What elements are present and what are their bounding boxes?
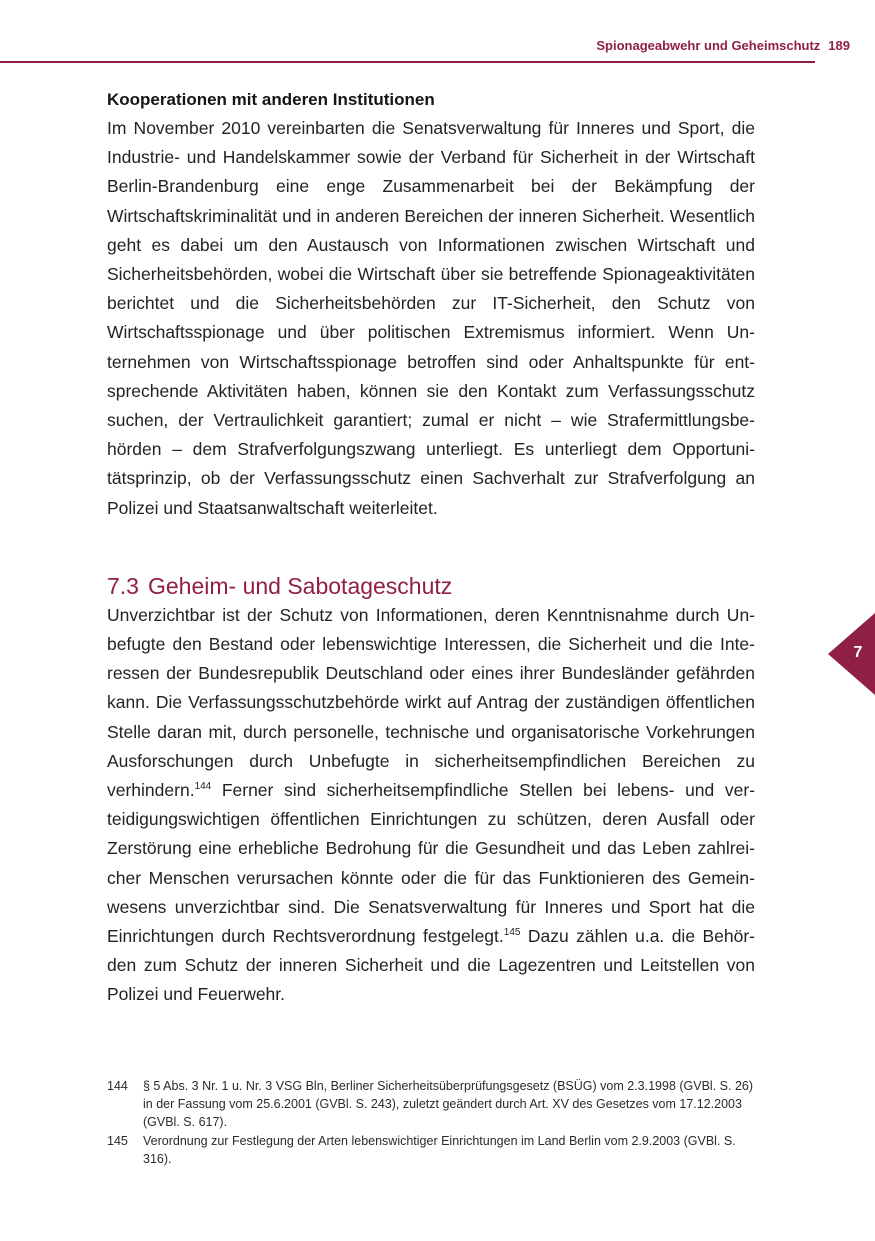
footnote-145	[107, 1132, 755, 1168]
main-content	[107, 86, 755, 1010]
page-number: 189	[828, 38, 850, 53]
chapter-tab	[828, 613, 875, 695]
geheimschutz-paragraph	[107, 601, 755, 1010]
footnote-text: Verordnung zur Festlegung der Arten lebenswichtiger Einrichtungen im Land Berlin vom 2.9.2003 (GVBl. S. 316).	[143, 1134, 736, 1166]
footnote-number: 144	[107, 1079, 128, 1093]
footnotes	[107, 1077, 755, 1169]
running-header	[596, 38, 850, 53]
chapter-tab-label: 7	[853, 644, 863, 661]
running-title: Spionageabwehr und Geheimschutz	[596, 38, 821, 53]
paragraph-text-part-3: Dazu zählen u.a. die Behörden zum Schutz der inneren Sicherheit und die Lagezentren und Leitstellen von Polizei und Feuerwehr.	[107, 926, 755, 1005]
footnote-reference-144: 144	[194, 781, 212, 793]
section-title	[107, 571, 755, 601]
header-rule	[0, 61, 815, 63]
footnote-reference-145: 145	[503, 927, 521, 939]
section-number: 7.3	[107, 572, 139, 599]
footnote-number: 145	[107, 1134, 128, 1148]
subsection-heading: Kooperationen mit anderen Institutionen	[107, 90, 435, 109]
paragraph-text-part-2: Ferner sind sicherheitsempfindliche Stellen bei lebens- und verteidigungswichtigen öffentlichen Einrichtungen zu schützen, deren Ausfall oder Zerstörung eine erhebliche Bedrohung für die Gesundheit und das Leben zahlreicher Menschen verursachen könnte oder die für das Funktionieren des Gemeinwesens unverzichtbar sind. Die Senatsverwaltung für Inneres und Sport hat die Einrichtungen durch Rechtsverordnung festgelegt.	[107, 780, 755, 947]
paragraph-text-part-1: Unverzichtbar ist der Schutz von Informationen, deren Kenntnisnahme durch Unbefugte den Bestand oder lebenswichtige Interessen, die Sicherheit und die Interessen der Bundesrepublik Deutschland oder eines ihrer Bundesländer gefährden kann. Die Verfassungsschutzbehörde wirkt auf Antrag der zuständigen öffentlichen Stelle daran mit, durch personelle, technische und organisatorische Vorkehrungen Ausforschungen durch Unbefugte in sicherheitsempfindlichen Bereichen zu verhindern.	[107, 604, 755, 801]
section-title-text: Geheim- und Sabotageschutz	[147, 572, 453, 599]
kooperationen-paragraph: Im November 2010 vereinbarten die Senatsverwaltung für Inneres und Sport, die Industrie- und Handelskammer sowie der Verband für Sicherheit in der Wirtschaft Berlin-Brandenburg eine enge Zusammenarbeit bei der Bekämpfung der Wirtschaftskriminalität und in anderen Bereichen der inneren Sicherheit. Wesentlich geht es dabei um den Austausch von Informationen zwischen Wirtschaft und Sicherheitsbehörden, wobei die Wirtschaft über sie betreffende Spionageaktivitäten berichtet und die Sicherheitsbehörden zur IT-Sicherheit, den Schutz von Wirtschaftsspionage und über politischen Extremismus informiert. Wenn Unternehmen von Wirtschaftsspionage betroffen sind oder Anhaltspunkte für entsprechende Aktivitäten haben, können sie den Kontakt zum Verfassungsschutz suchen, der Vertraulichkeit garantiert; zumal er nicht – wie Strafermittlungsbehörden – dem Strafverfolgungszwang unterliegt. Es unterliegt dem Opportunitätsprinzip, ob der Verfassungsschutz einen Sachverhalt zur Strafverfolgung an Polizei und Staatsanwaltschaft weiterleitet.	[107, 118, 755, 518]
footnote-144	[107, 1077, 755, 1131]
footnote-text: § 5 Abs. 3 Nr. 1 u. Nr. 3 VSG Bln, Berliner Sicherheitsüberprüfungsgesetz (BSÜG) vom 2.3.1998 (GVBl. S. 26) in der Fassung vom 25.6.2001 (GVBl. S. 243), zuletzt geändert durch Art. XV des Gesetzes vom 17.12.2003 (GVBl. S. 617).	[143, 1079, 754, 1129]
